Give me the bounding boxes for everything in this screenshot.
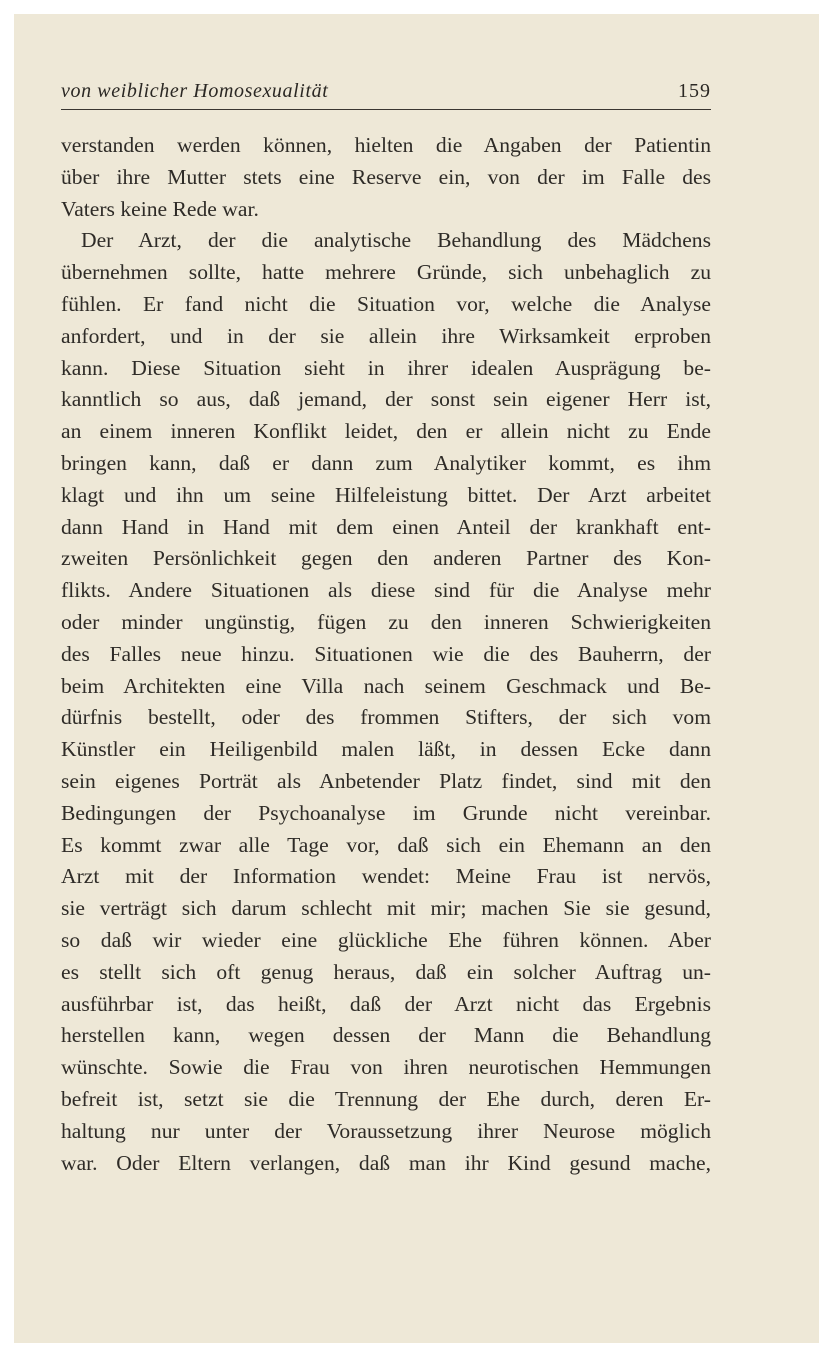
text-line: des Falles neue hinzu. Situationen wie die des Bauherrn, der bbox=[61, 641, 711, 666]
text-line: so daß wir wieder eine glückliche Ehe führen können. Aber bbox=[61, 927, 711, 952]
text-line: bringen kann, daß er dann zum Analytiker kommt, es ihm bbox=[61, 450, 711, 475]
text-line: übernehmen sollte, hatte mehrere Gründe, sich unbehaglich zu bbox=[61, 260, 711, 285]
text-line: Der Arzt, der die analytische Behandlung des Mädchens bbox=[81, 228, 711, 253]
running-head bbox=[61, 80, 711, 108]
text-line: über ihre Mutter stets eine Reserve ein, von der im Falle des bbox=[61, 164, 711, 189]
text-line: dann Hand in Hand mit dem einen Anteil der krankhaft ent- bbox=[61, 514, 711, 539]
text-line: zweiten Persönlichkeit gegen den anderen Partner des Kon- bbox=[61, 546, 711, 571]
text-line: wünschte. Sowie die Frau von ihren neurotischen Hemmungen bbox=[61, 1055, 711, 1080]
text-line: klagt und ihn um seine Hilfeleistung bittet. Der Arzt arbeitet bbox=[61, 482, 711, 507]
text-line: verstanden werden können, hielten die Angaben der Patientin bbox=[61, 133, 711, 157]
text-line: Künstler ein Heiligenbild malen läßt, in dessen Ecke dann bbox=[61, 737, 711, 762]
body-text bbox=[61, 130, 711, 1179]
text-line: dürfnis bestellt, oder des frommen Stifters, der sich vom bbox=[61, 705, 711, 730]
text-line: kanntlich so aus, daß jemand, der sonst sein eigener Herr ist, bbox=[61, 387, 711, 412]
text-line: Es kommt zwar alle Tage vor, daß sich ein Ehemann an den bbox=[61, 832, 711, 857]
text-line: beim Architekten eine Villa nach seinem Geschmack und Be- bbox=[61, 673, 711, 698]
text-line: an einem inneren Konflikt leidet, den er allein nicht zu Ende bbox=[61, 419, 711, 444]
text-line: anfordert, und in der sie allein ihre Wirksamkeit erproben bbox=[61, 323, 711, 348]
text-line: kann. Diese Situation sieht in ihrer idealen Ausprägung be- bbox=[61, 355, 711, 380]
text-line: sie verträgt sich darum schlecht mit mir; machen Sie sie gesund, bbox=[61, 896, 711, 921]
text-line: Bedingungen der Psychoanalyse im Grunde nicht vereinbar. bbox=[61, 800, 711, 825]
text-line: herstellen kann, wegen dessen der Mann die Behandlung bbox=[61, 1023, 711, 1048]
text-line: sein eigenes Porträt als Anbetender Platz findet, sind mit den bbox=[61, 768, 711, 793]
book-page bbox=[14, 14, 819, 1343]
text-line: befreit ist, setzt sie die Trennung der Ehe durch, deren Er- bbox=[61, 1086, 711, 1111]
text-line: es stellt sich oft genug heraus, daß ein solcher Auftrag un- bbox=[61, 959, 711, 984]
header-rule bbox=[61, 109, 711, 110]
page-number: 159 bbox=[678, 80, 711, 102]
text-line: Arzt mit der Information wendet: Meine Frau ist nervös, bbox=[61, 864, 711, 889]
text-line: fühlen. Er fand nicht die Situation vor, welche die Analyse bbox=[61, 291, 711, 316]
text-line: ausführbar ist, das heißt, daß der Arzt nicht das Ergebnis bbox=[61, 991, 711, 1016]
text-line: flikts. Andere Situationen als diese sind für die Analyse mehr bbox=[61, 578, 711, 603]
text-line: haltung nur unter der Voraussetzung ihrer Neurose möglich bbox=[61, 1118, 711, 1143]
text-line: Vaters keine Rede war. bbox=[61, 196, 259, 221]
text-line: war. Oder Eltern verlangen, daß man ihr Kind gesund mache, bbox=[61, 1150, 711, 1175]
text-line: oder minder ungünstig, fügen zu den inneren Schwierigkeiten bbox=[61, 609, 711, 634]
running-title: von weiblicher Homosexualität bbox=[61, 80, 329, 102]
